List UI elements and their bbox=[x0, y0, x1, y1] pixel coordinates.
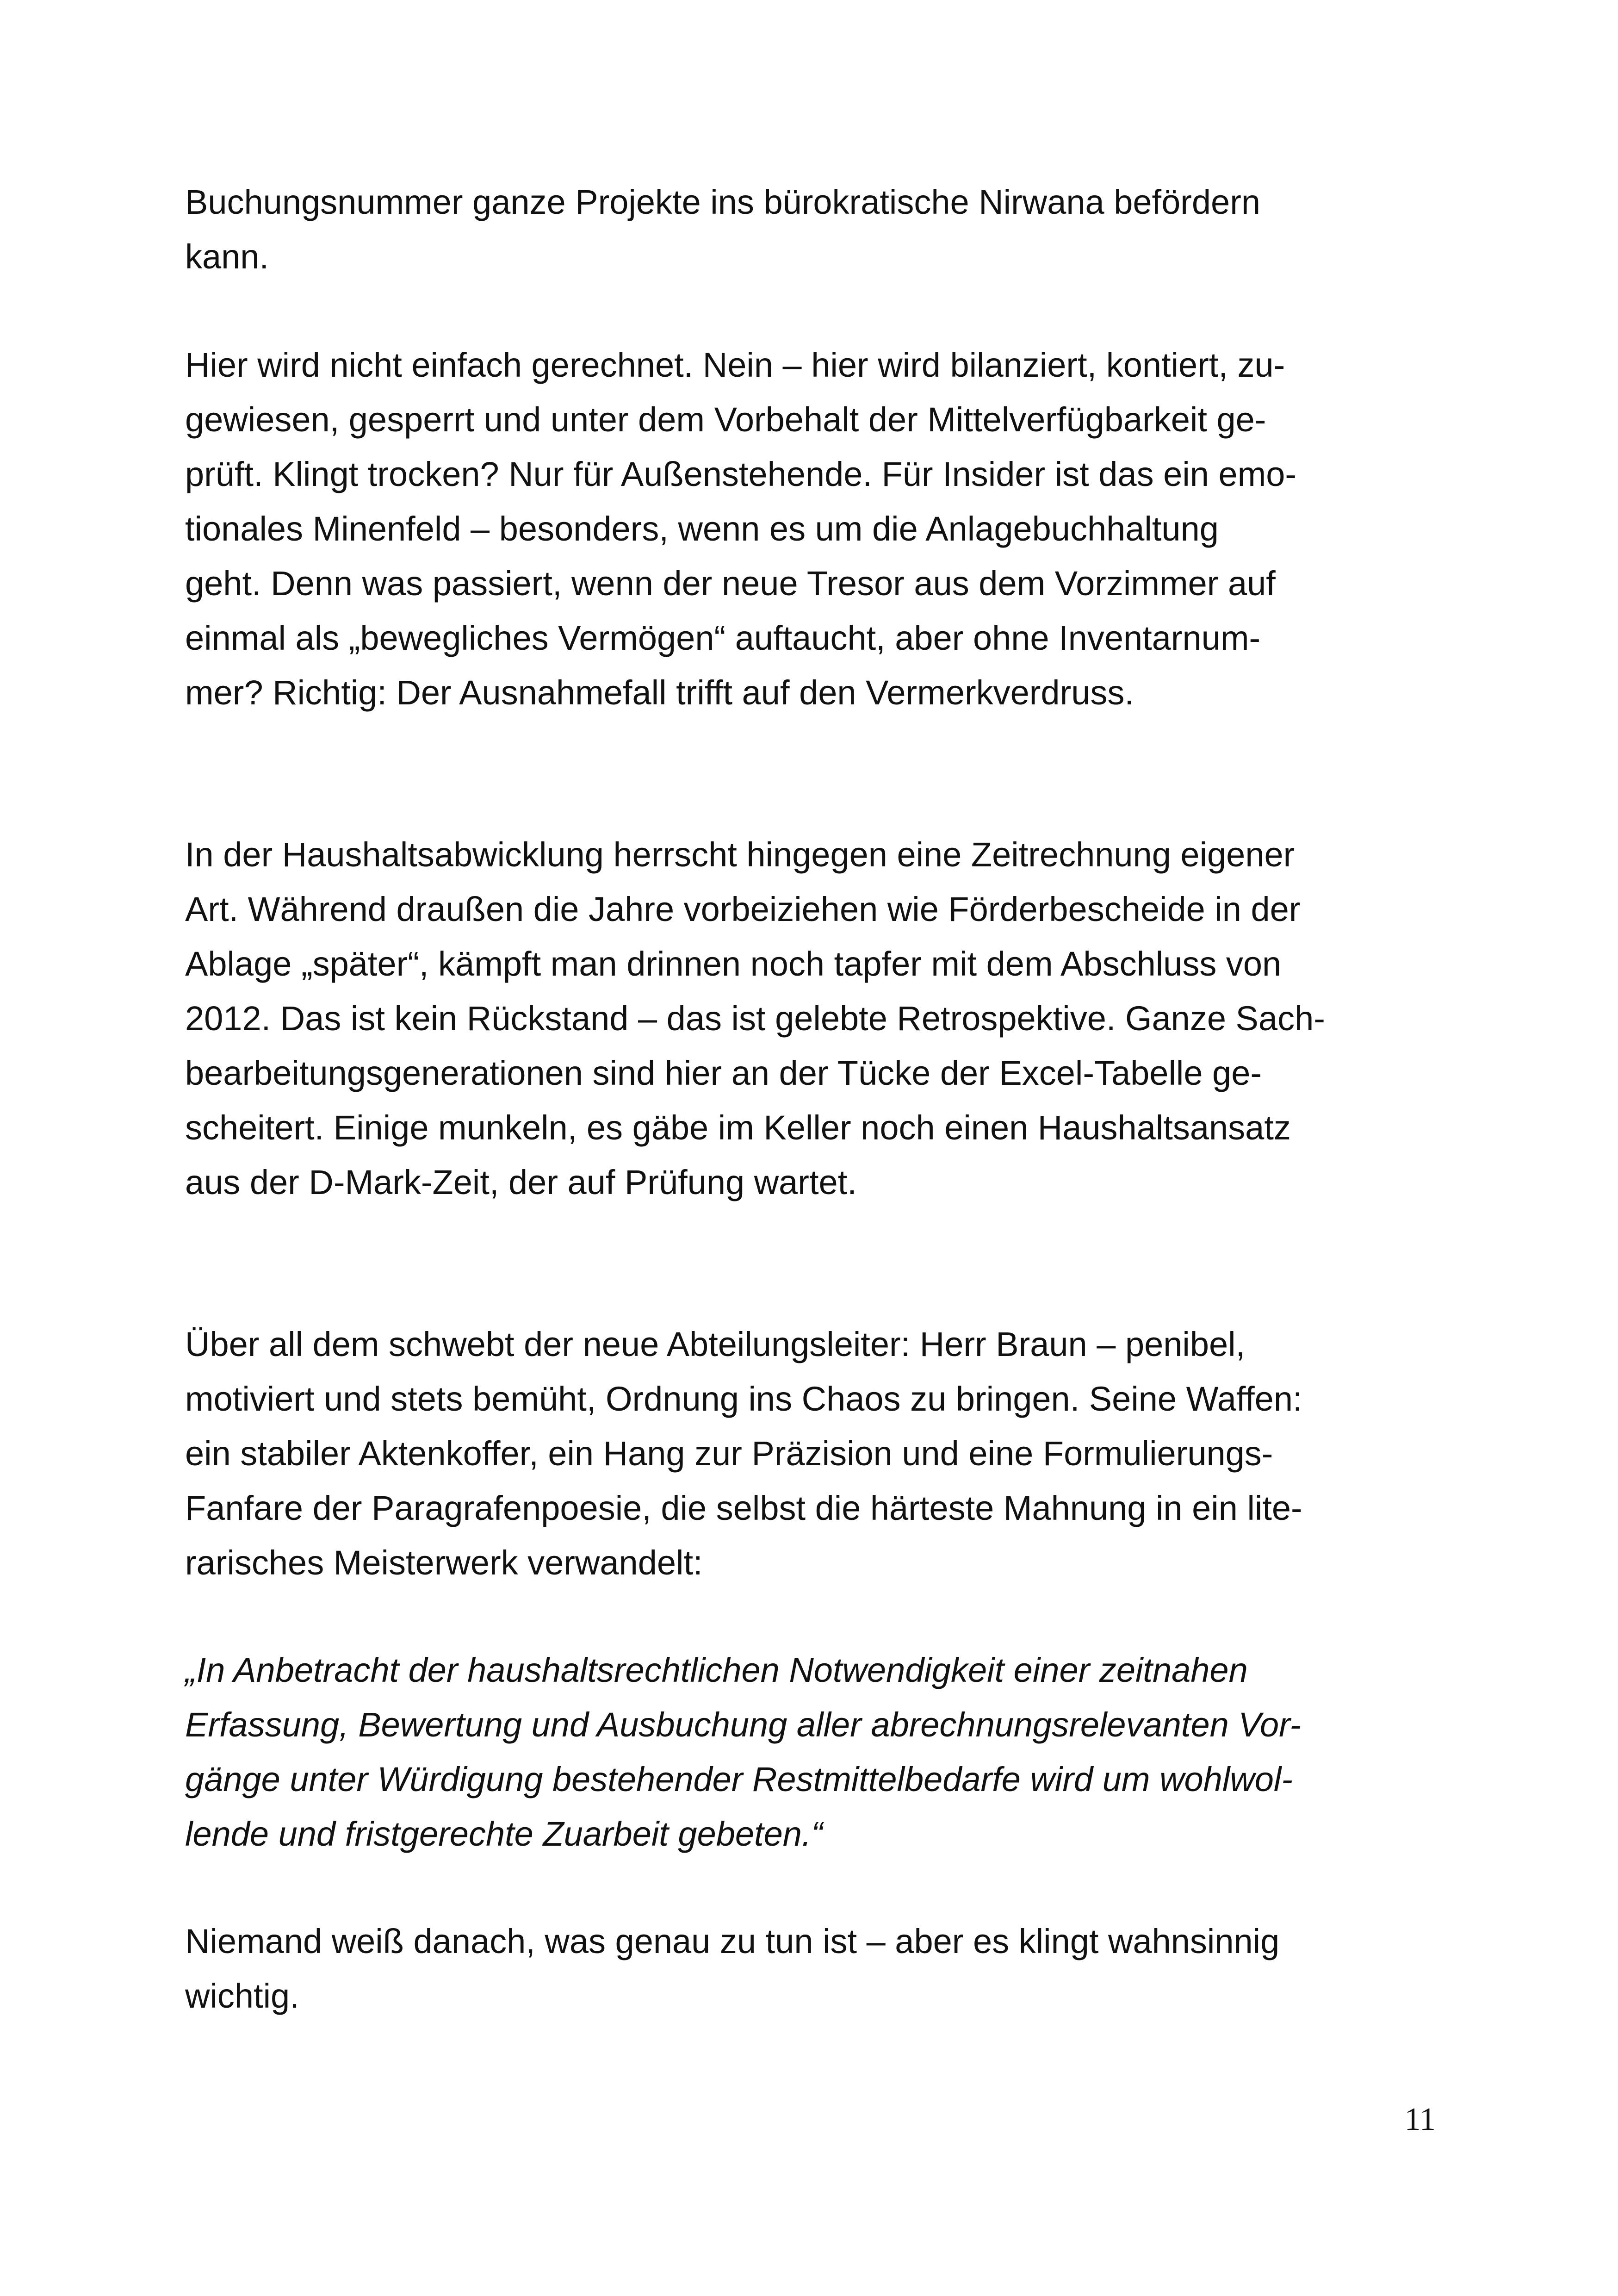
paragraph-2-line: gewiesen, gesperrt und unter dem Vorbehalt der Mittelverfügbarkeit ge- bbox=[185, 400, 1266, 439]
paragraph-6-line: wichtig. bbox=[185, 1977, 299, 2015]
quote-line: gänge unter Würdigung bestehender Restmittelbedarfe wird um wohlwol- bbox=[185, 1760, 1293, 1798]
paragraph-4-line: rarisches Meisterwerk verwandelt: bbox=[185, 1543, 703, 1582]
paragraph-2-line: Hier wird nicht einfach gerechnet. Nein – hier wird bilanziert, kontiert, zu- bbox=[185, 346, 1285, 384]
paragraph-2-line: tionales Minenfeld – besonders, wenn es um die Anlagebuchhaltung bbox=[185, 510, 1219, 548]
paragraph-4-line: motiviert und stets bemüht, Ordnung ins Chaos zu bringen. Seine Waffen: bbox=[185, 1380, 1302, 1418]
paragraph-3-line: scheitert. Einige munkeln, es gäbe im Keller noch einen Haushaltsansatz bbox=[185, 1108, 1291, 1147]
quote-line: „In Anbetracht der haushaltsrechtlichen Notwendigkeit einer zeitnahen bbox=[185, 1651, 1248, 1689]
paragraph-1-line: Buchungsnummer ganze Projekte ins bürokratische Nirwana befördern bbox=[185, 183, 1260, 221]
paragraph-3-line: Ablage „später“, kämpft man drinnen noch tapfer mit dem Abschluss von bbox=[185, 945, 1282, 983]
paragraph-6-line: Niemand weiß danach, was genau zu tun ist – aber es klingt wahnsinnig bbox=[185, 1922, 1280, 1960]
paragraph-4-line: ein stabiler Aktenkoffer, ein Hang zur Präzision und eine Formulierungs- bbox=[185, 1434, 1273, 1473]
paragraph-4-line: Über all dem schwebt der neue Abteilungsleiter: Herr Braun – penibel, bbox=[185, 1325, 1246, 1363]
paragraph-3-line: Art. Während draußen die Jahre vorbeiziehen wie Förderbescheide in der bbox=[185, 890, 1301, 928]
paragraph-2-line: mer? Richtig: Der Ausnahmefall trifft auf den Vermerkverdruss. bbox=[185, 673, 1134, 712]
paragraph-3-line: aus der D-Mark-Zeit, der auf Prüfung wartet. bbox=[185, 1163, 857, 1201]
paragraph-2-line: einmal als „bewegliches Vermögen“ auftaucht, aber ohne Inventarnum- bbox=[185, 619, 1261, 657]
page-number: 11 bbox=[1404, 2102, 1436, 2137]
quote-line: Erfassung, Bewertung und Ausbuchung aller abrechnungsrelevanten Vor- bbox=[185, 1705, 1302, 1744]
quote-line: lende und fristgerechte Zuarbeit gebeten.“ bbox=[185, 1815, 823, 1853]
paragraph-2-line: geht. Denn was passiert, wenn der neue Tresor aus dem Vorzimmer auf bbox=[185, 564, 1276, 603]
paragraph-3-line: bearbeitungsgenerationen sind hier an der Tücke der Excel-Tabelle ge- bbox=[185, 1054, 1262, 1092]
paragraph-2-line: prüft. Klingt trocken? Nur für Außenstehende. Für Insider ist das ein emo- bbox=[185, 455, 1297, 493]
paragraph-4-line: Fanfare der Paragrafenpoesie, die selbst die härteste Mahnung in ein lite- bbox=[185, 1489, 1302, 1527]
paragraph-3-line: In der Haushaltsabwicklung herrscht hingegen eine Zeitrechnung eigener bbox=[185, 835, 1295, 874]
paragraph-1-line: kann. bbox=[185, 237, 269, 276]
paragraph-3-line: 2012. Das ist kein Rückstand – das ist gelebte Retrospektive. Ganze Sach- bbox=[185, 999, 1325, 1038]
